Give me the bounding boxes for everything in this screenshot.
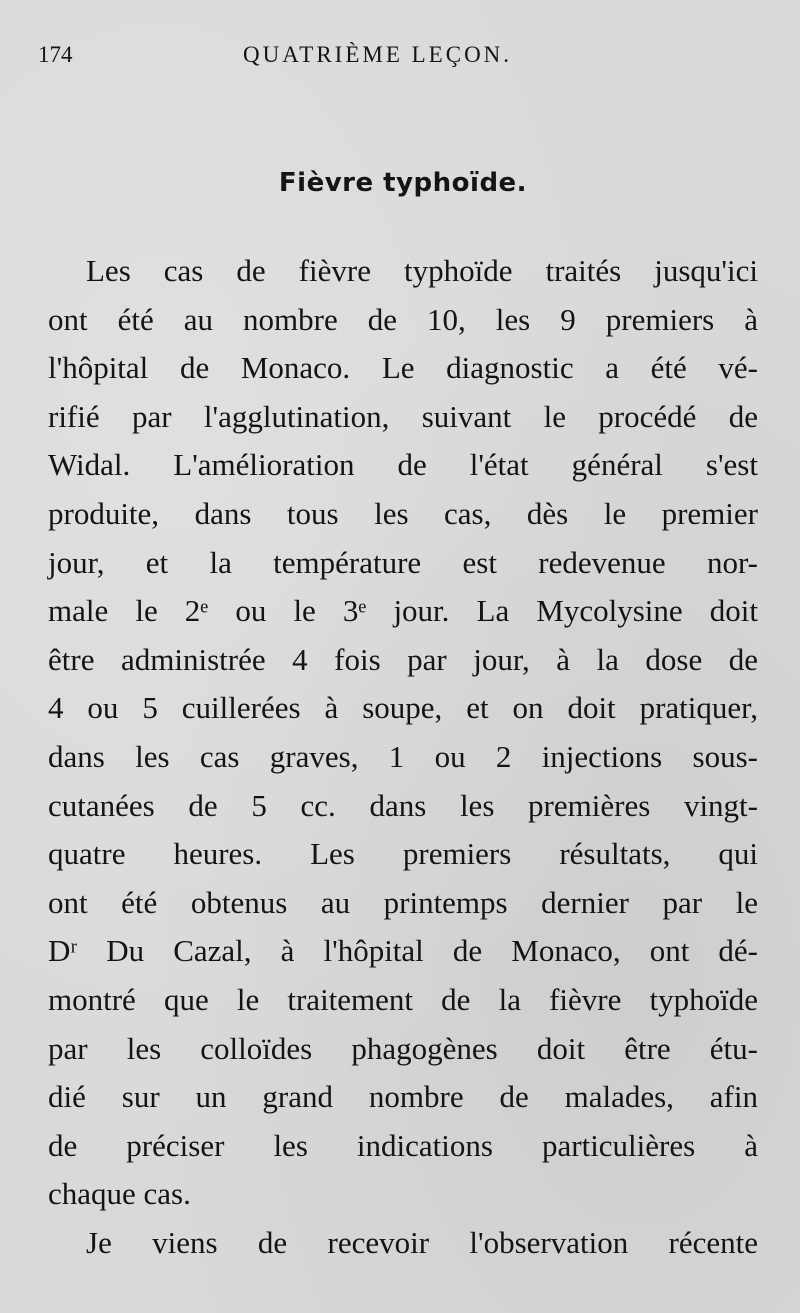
page-number: 174 xyxy=(38,42,73,67)
body-text xyxy=(48,247,758,1267)
text-line: produite, dans tous les cas, dès le premier xyxy=(48,495,758,531)
paragraph xyxy=(48,1219,758,1268)
text-line: rifié par l'agglutination, suivant le procédé de xyxy=(48,398,758,434)
text-line: ont été obtenus au printemps dernier par le xyxy=(48,884,758,920)
text-line: de préciser les indications particulières à xyxy=(48,1127,758,1163)
text-line: 4 ou 5 cuillerées à soupe, et on doit pratiquer, xyxy=(48,690,758,726)
text-line: chaque cas. xyxy=(48,1176,191,1212)
paragraph xyxy=(48,247,758,1219)
text-line: Widal. L'amélioration de l'état général s'est xyxy=(48,447,758,483)
text-line: Dʳ Du Cazal, à l'hôpital de Monaco, ont dé- xyxy=(48,933,758,969)
text-line: montré que le traitement de la fièvre typhoïde xyxy=(48,981,758,1017)
text-line: male le 2ᵉ ou le 3ᵉ jour. La Mycolysine doit xyxy=(48,593,758,629)
text-line: quatre heures. Les premiers résultats, qui xyxy=(48,836,758,872)
section-title: Fièvre typhoïde. xyxy=(278,168,528,198)
text-line: jour, et la température est redevenue nor- xyxy=(48,544,758,580)
text-line: par les colloïdes phagogènes doit être étu- xyxy=(48,1030,758,1066)
text-line: ont été au nombre de 10, les 9 premiers à xyxy=(48,301,758,337)
text-line: cutanées de 5 cc. dans les premières vingt- xyxy=(48,787,758,823)
text-line: l'hôpital de Monaco. Le diagnostic a été vé- xyxy=(48,350,758,386)
text-line: Je viens de recevoir l'observation récente xyxy=(86,1224,758,1260)
running-head xyxy=(0,36,800,76)
text-line: être administrée 4 fois par jour, à la dose de xyxy=(48,641,758,677)
text-line: Les cas de fièvre typhoïde traités jusqu'ici xyxy=(86,253,758,288)
text-line: dié sur un grand nombre de malades, afin xyxy=(48,1079,758,1115)
running-title: QUATRIÈME LEÇON. xyxy=(243,42,513,67)
text-line: dans les cas graves, 1 ou 2 injections sous- xyxy=(48,738,758,774)
